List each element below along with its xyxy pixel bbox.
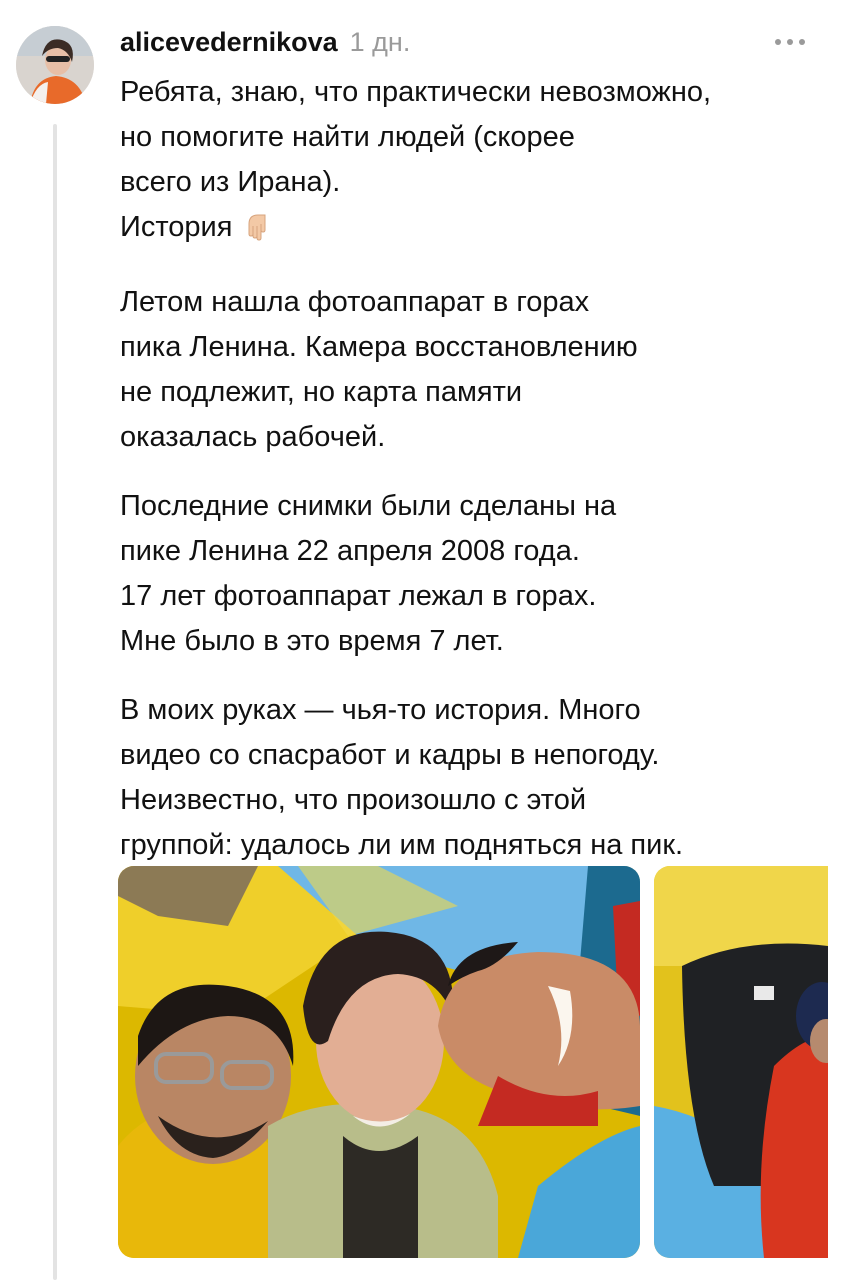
paragraph-2: Летом нашла фотоаппарат в горах пика Ленина. Камера восстановлению не подлежит, но карта памяти оказалась рабочей. [120, 286, 638, 453]
photo-group-in-tent[interactable] [118, 866, 640, 1258]
paragraph-4: В моих руках — чья-то история. Много видео со спасработ и кадры в непогоду. Неизвестно, что произошло с этой группой: удалось ли им подняться на пик. [120, 694, 684, 861]
paragraph-3: Последние снимки были сделаны на пике Ленина 22 апреля 2008 года. 17 лет фотоаппарат лежал в горах. Мне было в это время 7 лет. [120, 490, 617, 657]
more-horizontal-icon [775, 39, 781, 45]
paragraph-1: Ребята, знаю, что практически невозможно, но помогите найти людей (скорее всего из Ирана). История [120, 70, 840, 256]
username[interactable]: alicevedernikova [120, 27, 338, 57]
pointing-down-emoji [244, 208, 270, 256]
avatar-image [16, 26, 94, 104]
post-header [120, 22, 410, 62]
timestamp: 1 дн. [349, 27, 411, 57]
avatar[interactable] [16, 26, 94, 104]
more-options-button[interactable] [775, 22, 805, 62]
post-text [120, 70, 840, 892]
media-carousel[interactable] [118, 866, 828, 1258]
photo-backpack-in-tent[interactable] [654, 866, 828, 1258]
thread-line [53, 124, 57, 1280]
